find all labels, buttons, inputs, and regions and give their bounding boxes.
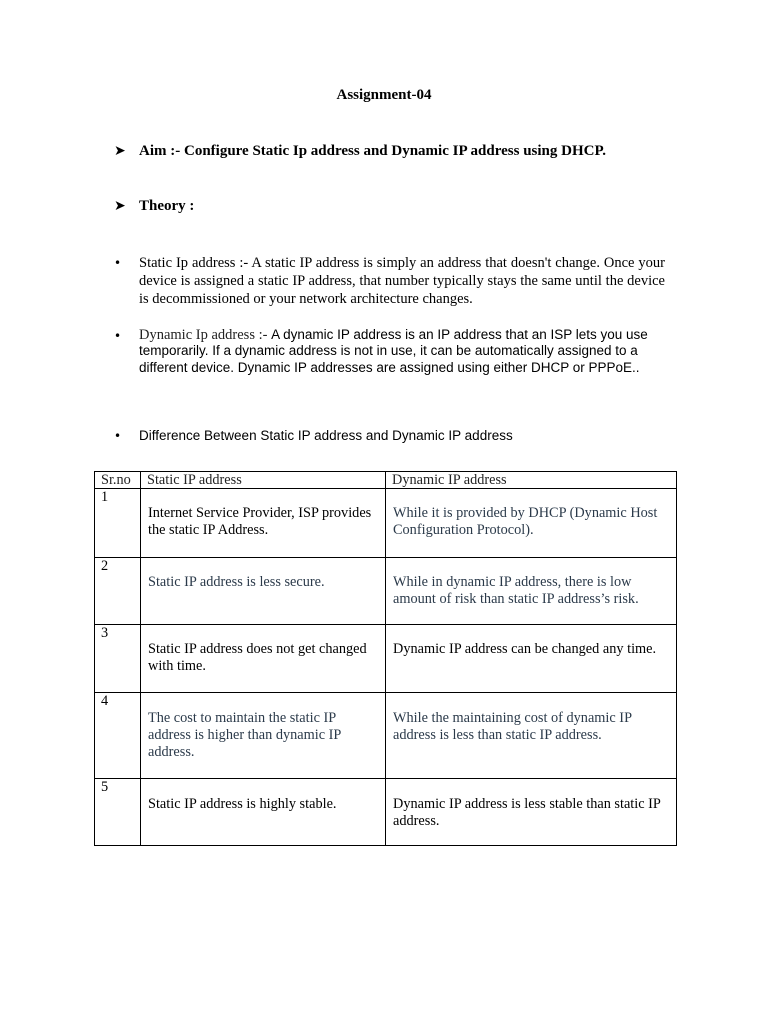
table-header-row <box>95 472 677 489</box>
list-item <box>114 427 665 445</box>
cell-text: While it is provided by DHCP (Dynamic Host Configuration Protocol). <box>393 505 658 538</box>
page-title: Assignment-04 <box>336 87 432 103</box>
cell-text: Dynamic IP address can be changed any time. <box>393 641 657 657</box>
dynamic-cell <box>386 489 677 558</box>
dynamic-cell <box>386 558 677 625</box>
bullet-dot-icon: • <box>114 256 122 270</box>
row-number: 2 <box>95 558 141 625</box>
dynamic-ip-definition <box>139 327 665 376</box>
cell-text: While in dynamic IP address, there is low amount of risk than static IP address’s risk. <box>393 574 639 607</box>
row-number: 1 <box>95 489 141 558</box>
arrow-bullet-icon: ➤ <box>114 143 126 159</box>
row-number: 4 <box>95 693 141 779</box>
aim-item <box>114 143 606 160</box>
static-cell <box>141 489 386 558</box>
static-cell <box>141 558 386 625</box>
table-row <box>95 558 677 625</box>
theory-item <box>114 198 194 215</box>
aim-text: Aim :- Configure Static Ip address and Dynamic IP address using DHCP. <box>139 143 607 159</box>
header-cell: Dynamic IP address <box>386 472 677 489</box>
list-item <box>114 327 665 376</box>
cell-text: Static IP address does not get changed with time. <box>148 641 367 674</box>
bullet-dot-icon: • <box>114 429 122 443</box>
dynamic-ip-body: A dynamic IP address is an IP address that an ISP lets you use temporarily. If a dynamic address is not in use, it can be automatically assigned to a different device. Dynamic IP addresses are assigned using either DHCP or PPPoE.. <box>139 327 648 375</box>
static-cell <box>141 625 386 693</box>
difference-heading: Difference Between Static IP address and Dynamic IP address <box>139 428 513 443</box>
dynamic-cell <box>386 625 677 693</box>
static-cell <box>141 779 386 846</box>
bullet-dot-icon: • <box>114 329 122 343</box>
row-number: 5 <box>95 779 141 846</box>
cell-text: Static IP address is highly stable. <box>148 796 337 812</box>
cell-text: Internet Service Provider, ISP provides the static IP Address. <box>148 505 372 538</box>
comparison-table <box>94 471 677 846</box>
table-row <box>95 489 677 558</box>
table-row <box>95 693 677 779</box>
static-ip-definition: Static Ip address :- A static IP address is simply an address that doesn't change. Once your device is assigned a static IP address, that number typically stays the same until the device is decommissioned or your network architecture changes. <box>139 255 665 307</box>
list-item <box>114 254 665 308</box>
cell-text: The cost to maintain the static IP address is higher than dynamic IP address. <box>148 710 341 760</box>
cell-text: Dynamic IP address is less stable than static IP address. <box>393 796 661 829</box>
static-cell <box>141 693 386 779</box>
cell-text: While the maintaining cost of dynamic IP address is less than static IP address. <box>393 710 632 743</box>
row-number: 3 <box>95 625 141 693</box>
header-cell: Sr.no <box>95 472 141 489</box>
cell-text: Static IP address is less secure. <box>148 574 325 590</box>
theory-heading: Theory : <box>139 198 195 214</box>
arrow-bullet-icon: ➤ <box>114 198 126 214</box>
table-row <box>95 625 677 693</box>
dynamic-cell <box>386 779 677 846</box>
dynamic-cell <box>386 693 677 779</box>
dynamic-ip-lead: Dynamic Ip address :- <box>139 327 272 343</box>
header-cell: Static IP address <box>141 472 386 489</box>
table-row <box>95 779 677 846</box>
